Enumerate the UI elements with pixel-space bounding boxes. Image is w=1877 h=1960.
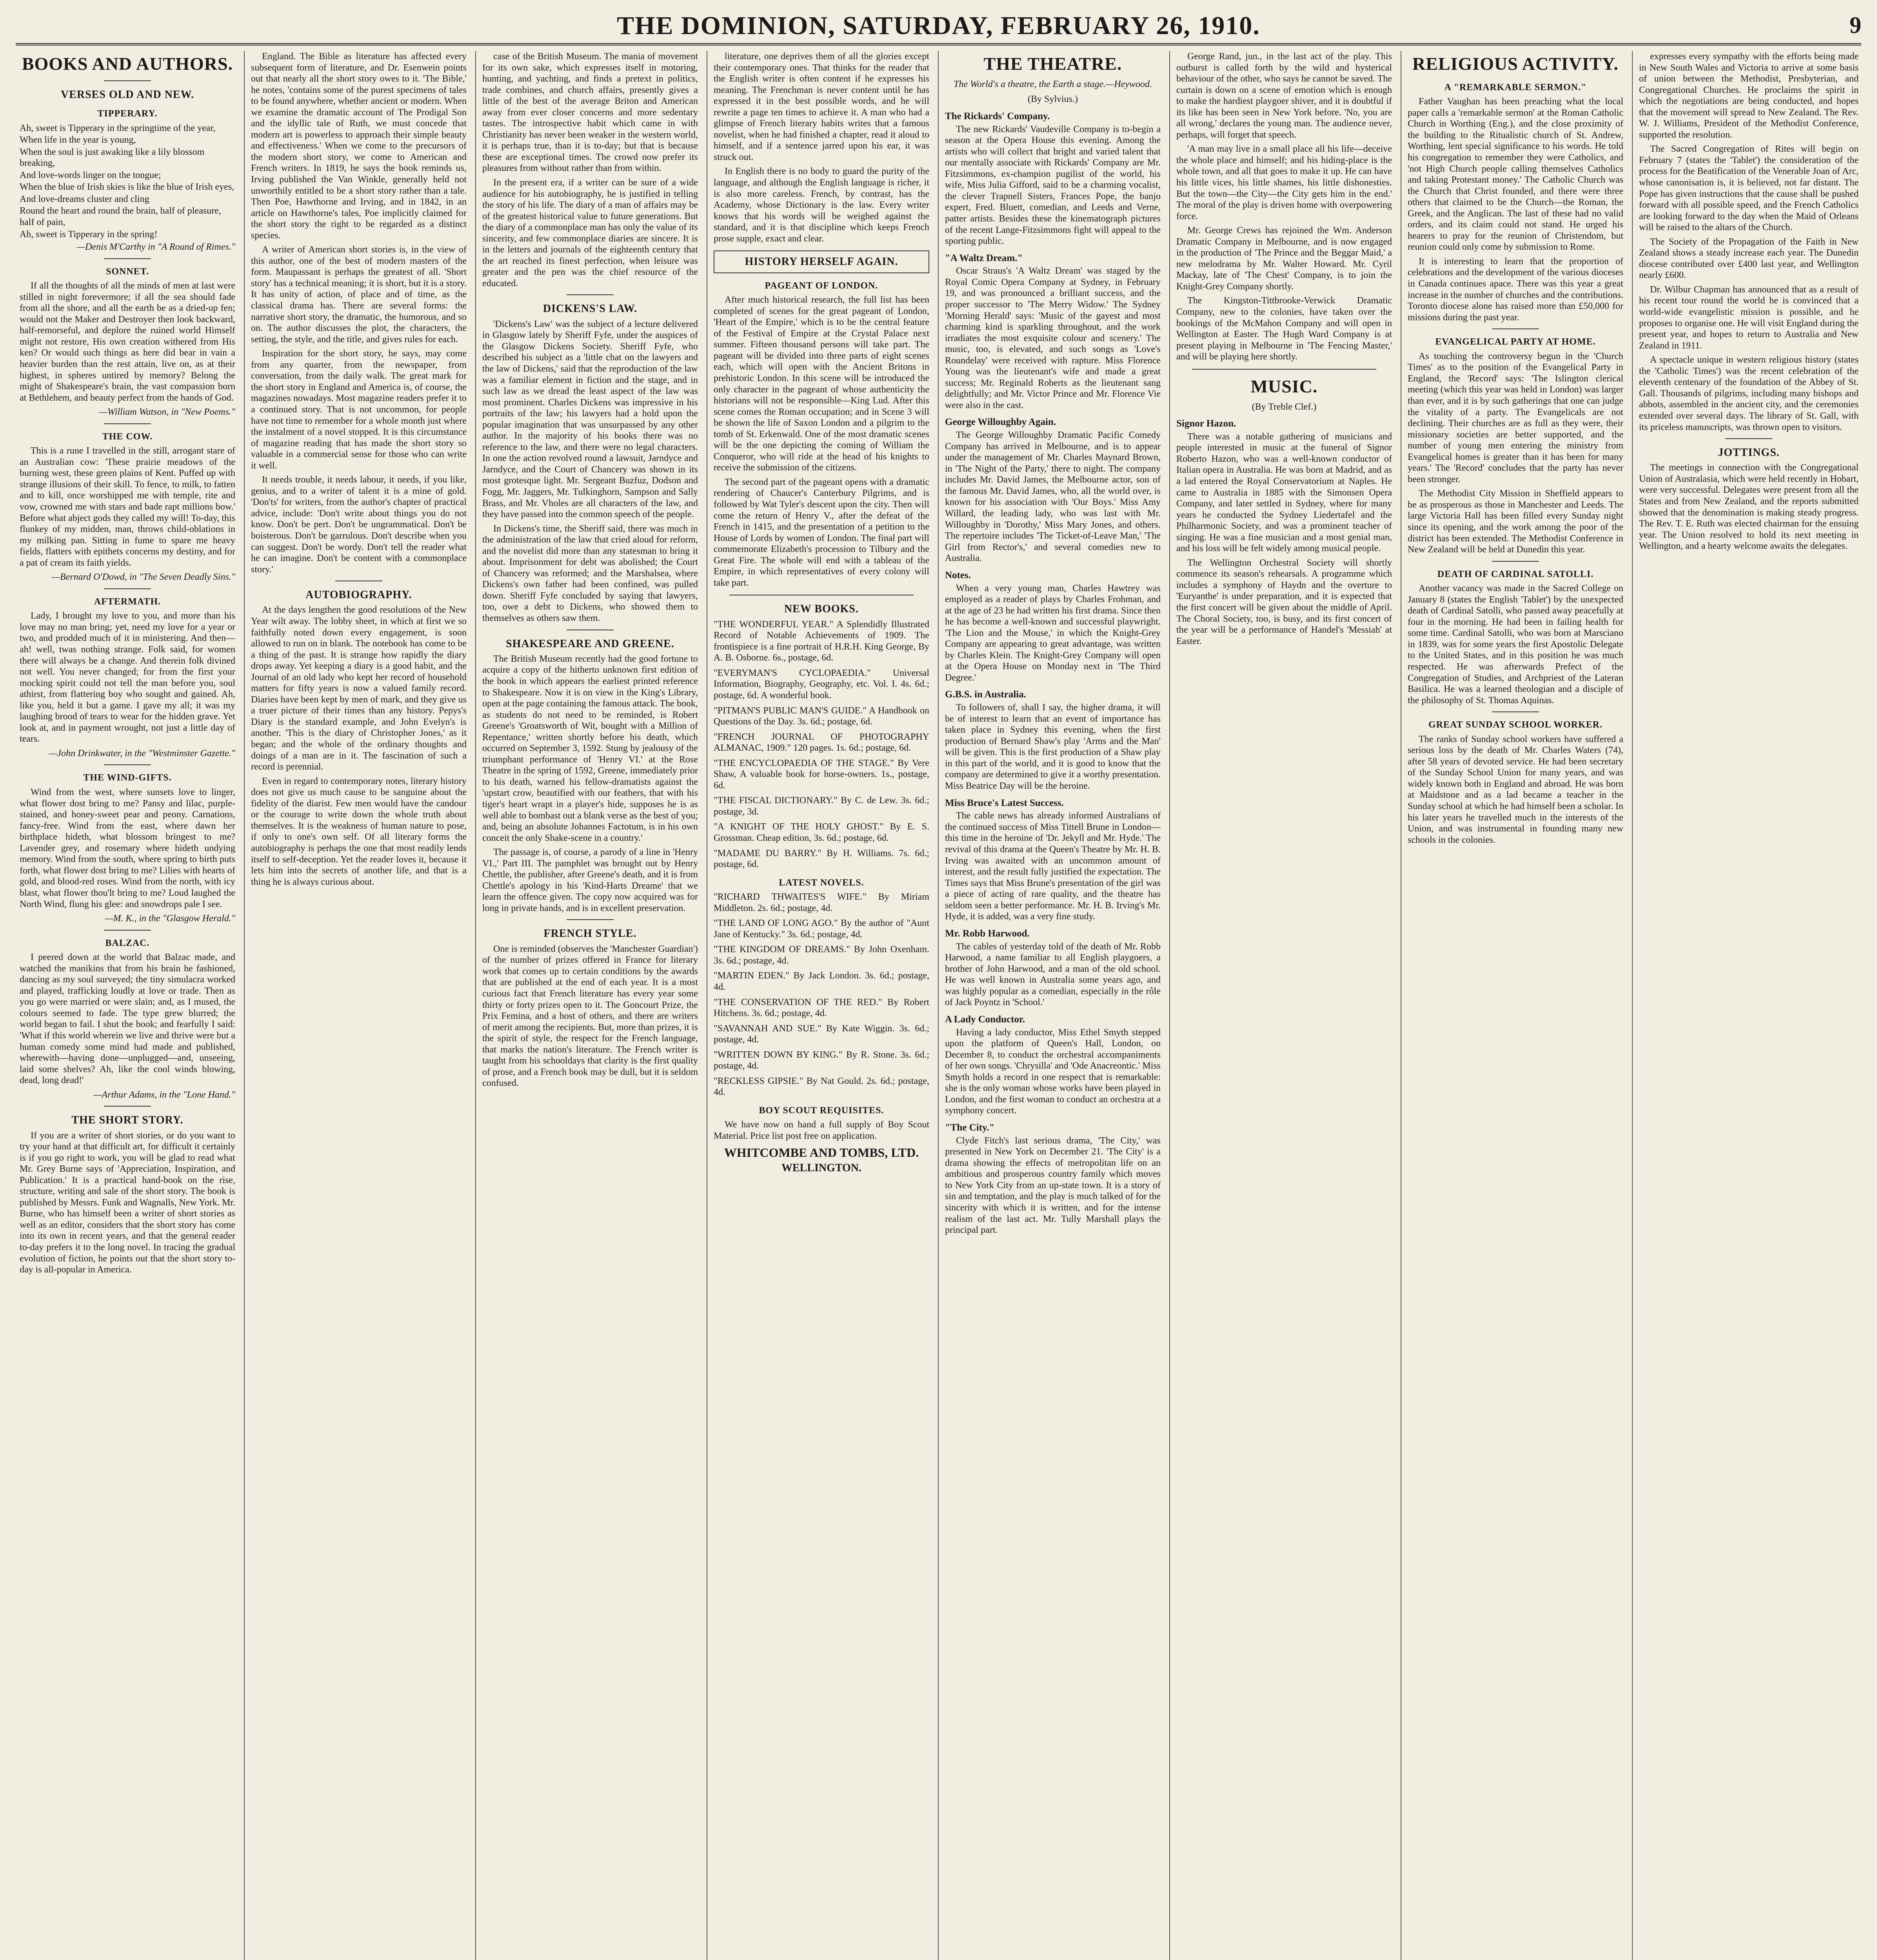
article-text: literature, one deprives them of all the glories except their contemporary ones. That thinks for the reader that the English writer is often content if he expresses his meaning. The Frenchman is never content until he has expressed it in the best possible words, and he will rewrite a page ten times to achieve it. A man who had a glimpse of French literary habits writes that a famous novelist, when he had finished a chapter, read it aloud to himself, and if a sentence jarred upon his ear, it was struck out. [714,51,929,162]
poem-line: And love-words linger on the tongue; [20,170,161,180]
item-heading: Signor Hazon. [1176,418,1236,429]
column-rule [475,51,476,1960]
column-rule [938,51,939,1960]
column-7 [1408,51,1623,1960]
list-item: "RECKLESS GIPSIE." By Nat Gould. 2s. 6d.; postage, 4d. [714,1076,929,1098]
article-text: The cable news has already informed Australians of the continued success of Miss Tittell Brune in London—this time in the heroine of 'Dr. Jekyll and Mr. Hyde.' The revival of this drama at the Queen's Theatre by Mr. H. B. Irving was awaited with an uncommon amount of interest, and the result fully justified the expectation. The Times says that Miss Brune's presentation of the girl was a piece of acting of rare quality, and the theatre has seldom seen a better performance. Mr. H. B. Irving's Mr. Hyde, it is added, was a very fine study. [945,811,1161,922]
theatre-motto: The World's a theatre, the Earth a stage.—Heywood. [954,79,1152,89]
shakespeare-heading: SHAKESPEARE AND GREENE. [506,637,674,650]
poem-line: When the blue of Irish skies is like the blue of Irish eyes, [20,182,234,192]
article-text: George Rand, jun., in the last act of the play. This outburst is called forth by the wild and hysterical behaviour of the other, who says he cannot be saved. The curtain is down on a scene of emotion which is enough to make the hardiest playgoer shiver, and it is doubtful if its like has been seen in New York before. 'No, you are all wrong,' declares the young man. The audience never, perhaps, will forget that speech. [1176,51,1392,140]
article-text: A writer of American short stories is, in the view of this author, one of the best of modern masters of the form. Maupassant is perhaps the greatest of all. 'Short story' has a technical meaning; it is short, but it is a story. It has unity of action, of place and of time, as the classical drama has. There are several forms: the narrative short story, the dramatic, the humorous, and so on. The author discusses the plot, the characters, the setting, the style, and the title, and gives rules for each. [251,245,467,345]
poem-text: This is a rune I travelled in the still, arrogant stare of an Australian cow: 'These prairie meadows of the burning west, these green plains of Kent. Puffed up with strange illusions of their skill. To fence, to milk, to fatten and to kill, once worshipped me with temple, rite and vow, crowned me with stars and bade rapt millions bow.' Before what abject gods they called my will! To-day, this flunkey of my midden, man, throws child-oblations in my milking pan. Sitting in fume to spare me heavy fields, flatters with epithets concerns my destiny, and for a pat of cream its faith yields. [20,446,235,568]
poem-title: SONNET. [106,266,149,277]
boy-scout-heading: BOY SCOUT REQUISITES. [759,1105,884,1116]
article-text: As touching the controversy begun in the 'Church Times' as to the position of the Evangelical Party in England, the 'Record' says: 'The Islington clerical meeting (which this year was held in London) was larger than ever, and it is by such gatherings that one can judge the vitality of a party. The Evangelicals are not declining. Their churches are as full as they were, their missionary societies are better supported, and the number of young men entering the ministry from Evangelical homes is greater than it has been for many years.' The 'Record' concludes that the party has never been stronger. [1408,351,1623,485]
music-byline: (By Treble Clef.) [1252,401,1317,412]
item-heading: The Rickards' Company. [945,111,1050,122]
poem-title: AFTERMATH. [94,596,161,607]
poem-line: When the soul is just awaking like a lily blossom breaking, [20,147,205,169]
article-text: The Methodist City Mission in Sheffield appears to be as prosperous as those in Manchester and Leeds. The large Victoria Hall has been filled every Sunday night since its opening, and the work among the poor of the district has been extended. The Methodist Conference in New Zealand will be held at Dunedin this year. [1408,488,1623,555]
column-3 [482,51,698,1960]
article-text: expresses every sympathy with the efforts being made in New South Wales and Victoria to arrive at some basis of union between the Methodist, Presbyterian, and Congregational Churches. He proclaims the spirit in which the negotiations are being conducted, and hopes that the movement will spread to New Zealand. The Rev. W. J. Williams, President of the Methodist Conference, supported the resolution. [1639,51,1859,140]
article-text: England. The Bible as literature has affected every subsequent form of literature, and Dr. Esenwein points out that nearly all the short story owes to it. 'The Bible,' he notes, 'contains some of the purest specimens of tales to be found anywhere, whether ancient or modern. When we examine the dramatic account of The Prodigal Son and the idyllic tale of Ruth, we must concede that modern art is powerless to approach their simple beauty and effectiveness.' When we come to the precursors of the modern short story, we come to American and French writers. In 1819, he says the book reminds us, Irving published the Van Winkle, generally held not unworthily entitled to be a short story rather than a tale. Then Poe, Hawthorne and Irving, and in 1842, in an article on Hawthorne's tales, Poe implicitly claimed for the short story the right to be regarded as a distinct species. [251,51,467,241]
article-text: The Sacred Congregation of Rites will begin on February 7 (states the 'Tablet') the consideration of the process for the Beatification of the Venerable Joan of Arc, whose canonisation is, it is believed, not far distant. The Pope has given instructions that the cause shall be pushed forward with all possible speed, and the French Catholics are looking forward to the day when the Maid of Orleans will be raised to the altars of the Church. [1639,144,1859,233]
article-text: In English there is no body to guard the purity of the language, and although the English language is richer, it is also more careless. French, by contrast, has the Academy, whose Dictionary is the law. Every writer knows that his words will be weighed against the standard, and it is that discipline which keeps French prose supple, exact and clear. [714,166,929,244]
item-heading: A Lady Conductor. [945,1014,1025,1025]
list-item: "MADAME DU BARRY." By H. Williams. 7s. 6d.; postage, 6d. [714,848,929,870]
column-6 [1176,51,1392,1960]
divider [1725,438,1772,439]
masthead [16,8,1861,45]
music-heading: MUSIC. [1250,376,1318,396]
verses-heading: VERSES OLD AND NEW. [60,88,194,101]
poem-text: If all the thoughts of all the minds of men at last were stilled in night forevermore; if all the sea should fade from all the shore, and all the earth be as a dried-up fen; would not the Maker and Destroyer then look backward, half-remorseful, and deplore the ruined world Himself might not restore, His own creation withered from His ken? Or would such things as here did bear in vain a heavier burden than the rest attain, live on, as at their highest, in spheres untired by memory? Belong the might of Shakespeare's brain, the vast compassion born at Bethlehem, and beauty perfect from the hands of God. [20,281,235,403]
list-item: "WRITTEN DOWN BY KING." By R. Stone. 3s. 6d.; postage, 4d. [714,1049,929,1071]
poem-title: THE COW. [102,431,153,442]
poem-text: Lady, I brought my love to you, and more than his love may no man bring; yet, need my love for a year or two, and prodded much of it in ministering. And then—ah! well, twas nothing strange. Folk said, for women there will always be a change. And therein folk divined not well. You never changed; for from the first your mocking spirit could not tell the man before you, soul athirst, from flattering boy who sought and gained. Ah, like you, held it but a game. I gave my all; it was my laughing brood of tears to wear for the hidden grave. Yet look at, and in payment wrought, not just a little day of tears. [20,611,235,744]
column-4 [714,51,929,1960]
list-item: "THE LAND OF LONG AGO." By the author of "Aunt Jane of Kentucky." 3s. 6d.; postage, 4d. [714,918,929,940]
poem-title: THE WIND-GIFTS. [83,773,172,783]
item-heading: George Willoughby Again. [945,417,1056,428]
list-item: "PITMAN'S PUBLIC MAN'S GUIDE." A Handbook on Questions of the Day. 3s. 6d.; postage, 6d. [714,705,929,727]
sub-heading: GREAT SUNDAY SCHOOL WORKER. [1428,720,1603,730]
article-text: The second part of the pageant opens with a dramatic rendering of Chaucer's Canterbury Pilgrims, and is followed by Wat Tyler's descent upon the city. Then will come the return of Henry V., after the defeat of the French in 1415, and the presentation of a petition to the House of Lords by women of London. The final part will commemorate Elizabeth's procession to Tilbury and the Great Fire. The whole will end with a tableau of the Empire, in which representatives of every colony will take part. [714,477,929,588]
french-style-heading: FRENCH STYLE. [543,927,637,940]
article-text: If you are a writer of short stories, or do you want to try your hand at that difficult art, for difficult it certainly is if you go right to work, you will be glad to read what Mr. Grey Burne says of 'Appreciation, Inspiration, and Publication.' It is a practical hand-book on the rise, structure, writing and sale of the short story. The book is published by Messrs. Funk and Wagnalls, New York. Mr. Burne, who has himself been a writer of short stories as well as an editor, considers that the short story has come into its own in recent years, and that the general reader to-day prefers it to the long novel. In tracing the gradual evolution of fiction, he points out that the short story to-day is all-popular in America. [20,1130,235,1275]
poem-attribution: —Denis M'Carthy in "A Round of Rimes." [76,242,235,252]
history-box [714,250,929,273]
sub-heading: A "REMARKABLE SERMON." [1444,82,1587,93]
article-text: Father Vaughan has been preaching what the local paper calls a 'remarkable sermon' at the Roman Catholic Church in Worthing (Eng.), and the close proximity of the building to the Ritualistic church of St. Andrew, Worthing, lent special significance to his words. He told his congregation to remember they were Catholics, and 'not High Church people calling themselves Catholics and taking Protestant money.' The Catholic Church was the Church that Christ founded, and there were three others that claimed to be the Church—the Roman, the Greek, and the Anglican. The last of these had no valid orders, and its claim could not stand. He urged his hearers to pray for the reunion of Christendom, but reunion could only come by submission to Rome. [1408,96,1623,252]
poem-line: When life in the year is young, [20,135,136,145]
article-text: A spectacle unique in western religious history (states the 'Catholic Times') was the recent celebration of the eleventh centenary of the foundation of the Abbey of St. Gall. Thousands of pilgrims, including many bishops and abbots, assembled in the ancient city, and the ceremonies extended over several days. The library of St. Gall, with its priceless manuscripts, was thrown open to visitors. [1639,355,1859,432]
article-text: It is interesting to learn that the proportion of celebrations and the development of the various dioceses in Canada continues apace. There was this year a great increase in the number of churches and the contributions. Toronto diocese alone has raised more than £50,000 for missions during the past year. [1408,256,1623,323]
column-1 [20,51,235,1960]
item-heading: "A Waltz Dream." [945,252,1023,263]
column-2 [251,51,467,1960]
list-item: "RICHARD THWAITES'S WIFE." By Miriam Middleton. 2s. 6d.; postage, 4d. [714,892,929,913]
article-text: In Dickens's time, the Sheriff said, there was much in the administration of the law that cried aloud for reform, and the novelist did more than any statesman to bring it about. Imprisonment for debt was abolished; the Court of Chancery was reformed; and the Marshalsea, where Dickens's own father had been confined, was pulled down. Sheriff Fyfe concluded by saying that lawyers, too, owe a debt to Dickens, who showed them to themselves as others saw them. [482,523,698,624]
item-heading: G.B.S. in Australia. [945,689,1026,700]
page-number: 9 [1850,12,1861,38]
advertiser-name: WHITCOMBE AND TOMBS, LTD. [724,1145,919,1160]
article-text: The meetings in connection with the Congregational Union of Australasia, which were held recently in Hobart, were very successful. Delegates were present from all the States and from New Zealand, and the reports submitted showed that the denomination is making steady progress. The Rev. T. E. Ruth was elected chairman for the ensuing year. The Union resolved to hold its next meeting in Wellington, and a hearty welcome awaits the delegates. [1639,463,1859,552]
list-item: "THE WONDERFUL YEAR." A Splendidly Illustrated Record of Notable Achievements of 1909. The frontispiece is a fine portrait of H.R.H. King George, By A. B. Osborne. 6s., postage, 6d. [714,619,929,663]
article-text: In the present era, if a writer can be sure of a wide audience for his autobiography, he is justified in telling the story of his life. The diary of a man of affairs may be of the greatest historical value to future generations. But the diary of a commonplace man has only the value of its sincerity, and few commonplace diaries are sincere. It is in the letters and journals of the eighteenth century that the art reached its finest perfection, when leisure was greater and the pen was the chief resource of the educated. [482,178,698,289]
article-text: The British Museum recently had the good fortune to acquire a copy of the hitherto unknown first edition of the book in which appears the earliest printed reference to Shakespeare. Now it is on view in the King's Library, open at the page containing the famous attack. The book, as students do not need to be reminded, is Robert Greene's 'Groatsworth of Wit, bought with a Million of Repentance,' written shortly before his death, which occurred on September 3, 1592. Stung by jealousy of the triumphant performance of 'Henry VI.' at the Rose Theatre in the spring of 1592, Greene, immediately prior to his death, warned his fellow-dramatists against the 'upstart crow, beautified with our feathers, that with his tiger's heart wrapt in a player's hide, supposes he is as well able to bombast out a blank verse as the best of you; and, being an absolute Johannes Factotum, is in his own conceit the only Shake-scene in a country.' [482,653,698,843]
column-8 [1639,51,1859,1960]
column-rule [1632,51,1633,1960]
article-text: case of the British Museum. The mania of movement for its own sake, which expresses itself in motoring, hunting, and yachting, and finds a pretext in politics, trade combines, and church affairs, presently gives a little of the best of the average Briton and American away from ever closer concerns and more sedentary tastes. The introspective habit which came in with Christianity has never been weaker in the western world, it is perhaps true, than it is to-day; but that is because these are exceptional times. The crowd now prefer its pleasures from without rather than from within. [482,51,698,174]
column-5 [945,51,1161,1960]
item-heading: Mr. Robb Harwood. [945,928,1030,939]
poem-attribution: —Arthur Adams, in the "Lone Hand." [93,1089,235,1100]
masthead-title: THE DOMINION, SATURDAY, FEBRUARY 26, 1910. [617,11,1260,40]
article-text: To followers of, shall I say, the higher drama, it will be of interest to learn that an event of importance has taken place in Sydney this evening, when the first production of Bernard Shaw's play 'Arms and the Man' will be given. This is the first production of a Shaw play in this part of the world, and it is good to know that the company are determined to give it a worthy presentation. Miss Beatrice Day will be the heroine. [945,702,1161,791]
article-text: Another vacancy was made in the Sacred College on January 8 (states the English 'Tablet') by the unexpected death of Cardinal Satolli, who passed away peacefully at four in the morning. He had been in failing health for some time. Cardinal Satolli, who was born at Marsciano in 1839, was for some years the first Apostolic Delegate to the United States, and in this position he was much respected. He was afterwards Prefect of the Congregation of Studies, and Archpriest of the Lateran Basilica. He was a learned theologian and a disciple of the philosophy of St. Thomas Aquinas. [1408,583,1623,706]
article-text: 'Dickens's Law' was the subject of a lecture delivered in Glasgow lately by Sheriff Fyfe, under the auspices of the Glasgow Dickens Society. Sheriff Fyfe, who described his subject as a 'little chat on the lawyers and the law of Dickens,' said that the reproduction of the law was a familiar element in fiction and the stage, and in such law as we dread the least aspect of the law was most prominent. Charles Dickens was impressive in his portraits of the law; his lawyers had a hold upon the popular imagination that was unsurpassed by any other author. In the majority of his books there was no reference to the law, and there were no legal characters. In one the action revolved round a lawsuit, Jarndyce and Jarndyce, and the Court of Chancery was shown in its most grotesque light. Mr. Sergeant Buzfuz, Dodson and Fogg, Mr. Jaggers, Mr. Tulkinghorn, Sampson and Sally Brass, and Mr. Vholes are all characters of the law, and they have passed into the common speech of the people. [482,319,698,520]
article-text: 'A man may live in a small place all his life—deceive the whole place and himself; and his hiding-place is the whole town, and all that goes to make it up. He can have his little vices, his little shames, his little dishonesties. But the town—the City—the City gets him in the end.' The moral of the play is driven home with overpowering force. [1176,144,1392,221]
article-text: The ranks of Sunday school workers have suffered a serious loss by the death of Mr. Charles Waters (74), after 58 years of devoted service. He had been secretary of the Sunday School Union for many years, and was widely known both in England and abroad. He was born at Maidstone and as a lad became a teacher in the Sunday school at which he had himself been a scholar. In his later years he travelled much in the interests of the Union, and was instrumental in founding many new schools in the colonies. [1408,734,1623,845]
poem-line: Round the heart and round the brain, half of pleasure, half of pain, [20,206,221,227]
poem-line: Ah, sweet is Tipperary in the spring! [20,229,158,240]
new-books-heading: NEW BOOKS. [784,603,859,615]
poem-tipperary [20,123,235,240]
sub-heading: EVANGELICAL PARTY AT HOME. [1435,337,1596,347]
poem-text: I peered down at the world that Balzac made, and watched the manikins that from his brain he fashioned, dancing as my soul surveyed; the tiny simulacra worked and played, trafficking loudly at love or trade. Then as you go were married or were slain; and, as I mused, the colours seemed to fade. The type grew blurred; the world began to fail. I shut the book; and fearfully I said: 'What if this world wherein we live and thrive were but a human comedy some mind had made and published, wherewith—having done—unplugged—and, unseeing, laid some shelves? Ah, like the cool winds blowing, dead, long dead!' [20,952,235,1086]
divider [104,423,151,424]
list-item: "THE KINGDOM OF DREAMS." By John Oxenham. 3s. 6d.; postage, 4d. [714,944,929,966]
article-text: The new Rickards' Vaudeville Company is to-begin a season at the Opera House this evening. Among the artists who will collect that bright and varied talent that our mentally associate with Rickards' Company are Mr. Fitzsimmons, ex-champion pugilist of the world, his wife, Miss Julia Gifford, said to be a charming vocalist, the clever Trapnell Sisters, Frances Pope, the banjo expert, Fred. Bluett, comedian, and Leeds and Verne, patter artists. Besides these the kinematograph pictures of the recent Lange-Fitzsimmons fight will appeal to the sporting public. [945,124,1161,247]
article-text: The cables of yesterday told of the death of Mr. Robb Harwood, a name familiar to all English playgoers, a brother of John Harwood, and a man of the old school. He was well known in Australia some years ago, and was highly popular as a comedian, especially in the rôle of Jack Poyntz in 'School.' [945,941,1161,1008]
poem-attribution: —Bernard O'Dowd, in "The Seven Deadly Sins." [51,572,235,583]
divider [104,764,151,765]
poem-title: BALZAC. [105,938,150,948]
list-item: "A KNIGHT OF THE HOLY GHOST." By E. S. Grossman. Cheap edition, 3s. 6d.; postage, 6d. [714,822,929,843]
divider [104,588,151,589]
latest-novels-list [714,891,929,1098]
poem-attribution: —M. K., in the "Glasgow Herald." [105,913,235,924]
article-text: When a very young man, Charles Hawtrey was employed as a reader of plays by Charles Frohman, and at the age of 23 he had written his first drama. Since then he has become a well-known and successful playwright. 'The Lion and the Mouse,' in which the Knight-Grey Company are appearing to great advantage, was written by Charles Klein. The Knight-Grey Company will open at the Opera House on Monday next in 'The Third Degree.' [945,583,1161,683]
column-rule [1169,51,1170,1960]
list-item: "THE ENCYCLOPAEDIA OF THE STAGE." By Vere Shaw, A valuable book for horse-owners. 1s., postage, 6d. [714,758,929,791]
autobiography-heading: AUTOBIOGRAPHY. [305,589,412,601]
poem-title: TIPPERARY. [97,109,158,119]
poem-attribution: —William Watson, in "New Poems." [99,407,235,417]
article-text: The Society of the Propagation of the Faith in New Zealand shows a steady increase each year. The Dunedin diocese contributed over £400 last year, and Wellington nearly £600. [1639,236,1859,281]
item-heading: Notes. [945,570,971,581]
short-story-heading: THE SHORT STORY. [71,1114,184,1127]
article-text: Mr. George Crews has rejoined the Wm. Anderson Dramatic Company in Melbourne, and is now engaged in the production of 'The Prince and the Beggar Maid,' a new melodrama by Mr. Walter Howard. Mr. Cyril Mackay, late of 'The Chest' Company, is to join the Knight-Grey Company shortly. [1176,225,1392,292]
column-rule [244,51,245,1960]
divider [567,294,614,295]
article-text: We have now on hand a full supply of Boy Scout Material. Price list post free on application. [714,1120,929,1142]
item-heading: Miss Bruce's Latest Success. [945,797,1064,808]
article-text: Inspiration for the short story, he says, may come from any quarter, from the newspaper, from conversation, from the daily walk. The great mark for the short story in England and America is, of course, the magazines nowadays. Most magazine readers prefer it to a continued story. That is not uncommon, for people have not time to remember for a whole month just where the instalment of a novel stopped. It is this circumstance of magazine reading that has made the short story so valuable in a commercial sense for those who can write it well. [251,348,467,471]
list-item: "MARTIN EDEN." By Jack London. 3s. 6d.; postage, 4d. [714,971,929,992]
article-text: It needs trouble, it needs labour, it needs, if you like, genius, and to a writer of talent it is a mine of gold. 'Don'ts' for writers, from the author's chapter of practical advice, include: 'Don't write about things you do not know. Don't be pert. Don't be ungrammatical. Don't be boisterous. Don't be garrulous. Don't describe when you can suggest. Don't be wordy. Don't tell the reader what he can imagine. Don't be content with a commonplace story.' [251,475,467,575]
poem-line: And love-dreams cluster and cling [20,194,149,204]
religious-activity-heading: RELIGIOUS ACTIVITY. [1412,54,1619,74]
article-text: The Wellington Orchestral Society will shortly commence its season's rehearsals. A programme which includes a symphony of Haydn and the overture to 'Euryanthe' is under preparation, and it is expected that the first concert will be given about the middle of April. The Choral Society, too, is busy, and its first concert of the year will be a performance of Handel's 'Messiah' at Easter. [1176,557,1392,646]
article-text: Dr. Wilbur Chapman has announced that as a result of his recent tour round the world he is convinced that a world-wide evangelistic mission is possible, and he proposes to organise one. He will visit England during the present year, and hopes to return to Australia and New Zealand in 1911. [1639,284,1859,351]
list-item: "THE FISCAL DICTIONARY." By C. de Lew. 3s. 6d.; postage, 3d. [714,795,929,817]
article-text: Clyde Fitch's last serious drama, 'The City,' was presented in New York on December 21. 'The City' is a drama showing the effects of metropolitan life on an ambitious and prosperous country family which moves to New York City from an up-state town. It is a story of sin and temptation, and the play is much talked of for the sincerity with which it is written, and for the intense realism of the last act. Mr. Tully Marshall plays the principal part. [945,1135,1161,1236]
divider [104,80,151,81]
list-item: "FRENCH JOURNAL OF PHOTOGRAPHY ALMANAC, 1909." 120 pages. 1s. 6d.; postage, 6d. [714,731,929,753]
list-item: "SAVANNAH AND SUE." By Kate Wiggin. 3s. 6d.; postage, 4d. [714,1023,929,1045]
divider [1492,711,1539,712]
article-text: Having a lady conductor, Miss Ethel Smyth stepped upon the platform of Queen's Hall, London, on December 8, to conduct the orchestral accompaniments of her own songs. 'Chrysilla' and 'Ode Anacreontic.' Miss Smyth holds a record in one respect that is remarkable: she is the only woman whose works have been played in London, and the first woman to conduct an orchestra at a symphony concert. [945,1027,1161,1116]
article-text: The George Willoughby Dramatic Pacific Comedy Company has arrived in Melbourne, and is to appear under the management of Mr. Charles Maynard Brown, in 'The Night of the Party,' there to night. The company includes Mr. David James, the Melbourne actor, son of the famous Mr. David James, who, all the world over, is known for his association with 'Our Boys.' Miss Amy Willard, the leading lady, who was last with Mr. Willoughby in 'Dorothy,' Miss Mary Jones, and others. The repertoire includes 'The Ticket-of-Leave Man,' 'The Girl from Rector's,' and several comedies new to Australia. [945,430,1161,564]
sub-heading: DEATH OF CARDINAL SATOLLI. [1437,569,1594,579]
poem-line: Ah, sweet is Tipperary in the springtime of the year, [20,123,216,133]
article-text: After much historical research, the full list has been completed of scenes for the great pageant of London, 'Heart of the Empire,' which is to be the central feature of the Festival of Empire at the Crystal Palace next summer. Fifteen thousand persons will take part. The pageant will be divided into three parts of eight scenes each, which will open with the Ancient Britons in prehistoric London. In this scene will be introduced the only character in the pageant of whose authenticity the historians will not be responsible—King Lud. After this scene comes the Roman occupation; and in Scene 3 will be shown the life of Saxon London and a pilgrim to the tomb of St. Erkenwald. One of the most dramatic scenes will be the one depicting the coming of William the Conqueror, who will ride at the head of his knights to receive the submission of the citizens. [714,295,929,473]
poem-attribution: —John Drinkwater, in the "Westminster Gazette." [49,748,235,759]
poem-text: Wind from the west, where sunsets love to linger, what flower dost bring to me? Pansy and lilac, purple-stained, and honey-sweet pear and peony. Carnations, fancy-free. Wind from the east, where dawn her birthplace hideth, what blossom bringest to me? Lavender grey, and rosemary where hideth undying memory. Wind from the south, where spring to birth puts forth, what flower dost bring to me? Lilies with hearts of gold, and blood-red roses. Wind from the north, with icy blast, what flower thou'lt bring to me? Loud laughed the North Wind, flung his glee: and snowdrops pale I see. [20,787,235,909]
divider [1192,369,1376,370]
list-item: "THE CONSERVATION OF THE RED." By Robert Hitchens. 3s. 6d.; postage, 4d. [714,997,929,1019]
article-text: There was a notable gathering of musicians and people interested in music at the funeral of Signor Roberto Hazon, who was a well-known conductor of Italian opera in Australia. He was born at Madrid, and as a lad entered the Royal Conservatorium at Naples. He came to Australia in 1885 with the Simonsen Opera Company, and later settled in Sydney, where for many years he conducted the Sydney Liedertafel and the Philharmonic Society, and was a prominent teacher of singing. He was a fine musician and a most genial man, and his loss will be felt widely among musical people. [1176,431,1392,554]
article-text: Even in regard to contemporary notes, literary history does not give us much cause to be sanguine about the fidelity of the diarist. Few men would have the candour or the courage to write down the whole truth about themselves. It is the weakness of human nature to pose, if only to one's own self. Of all literary forms the autobiography is perhaps the one that most readily lends itself to self-deception. Yet the reader loves it, because it lets him into the secrets of another life, and that is a thing he is always curious about. [251,776,467,887]
history-heading: HISTORY HERSELF AGAIN. [745,256,898,268]
divider [1492,561,1539,562]
article-text: The passage is, of course, a parody of a line in 'Henry VI.,' Part III. The pamphlet was brought out by Henry Chettle, the publisher, after Greene's death, and it is from Chettle's apology in his 'Kind-Harts Dreame' that we learn the offence given. The copy now acquired was for long in private hands, and is in excellent preservation. [482,847,698,913]
divider [104,930,151,931]
latest-novels-heading: LATEST NOVELS. [779,877,864,888]
books-authors-heading: BOOKS AND AUTHORS. [22,54,233,74]
dickens-heading: DICKENS'S LAW. [543,303,638,315]
theatre-byline: (By Sylvius.) [1027,94,1078,105]
divider [104,258,151,259]
article-text: At the days lengthen the good resolutions of the New Year wilt away. The lobby sheet, in which at first we so faithfully noted down every engagement, is soon allowed to run on in blank. The notebook has come to be a thing of the past. It is strange how rapidly the diary drops away. Yet keeping a diary is a good habit, and the Journal of an old lady who kept her record of household matters for fifty years is now a valued family record. Diaries have been kept by men of mark, and they give us a truer picture of their times than any history. Pepys's Diary is the standard example, and John Evelyn's is another. 'This is the diary of Christopher Jones,' as it began; and the whole of the ordinary thoughts and doings of a man are in it. The fascination of such a record is perennial. [251,605,467,772]
article-text: Oscar Straus's 'A Waltz Dream' was staged by the Royal Comic Opera Company at Sydney, in February 19, and was pronounced a brilliant success, and the proper successor to 'The Merry Widow.' The Sydney 'Morning Herald' says: 'Music of the gayest and most charming kind is sparkling throughout, and the work irradiates the most exquisite colour and scenery.' The music, too, is elevated, and such songs as 'Love's Roundelay' were received with rapture. Miss Florence Young was the lieutenant's wife and made a great success; Mr. Reginald Roberts as the lieutenant sang delightfully; and Mr. Victor Prince and Mr. Florence Vie were also in the cast. [945,266,1161,410]
list-item: "EVERYMAN'S CYCLOPAEDIA." Universal Information, Biography, Geography, etc. Vol. I. 4s. 6d.; postage, 6d. A wonderful book. [714,668,929,701]
divider [104,1106,151,1107]
pageant-heading: PAGEANT OF LONDON. [765,280,878,291]
new-books-list [714,619,929,870]
item-heading: "The City." [945,1122,995,1133]
jottings-heading: JOTTINGS. [1718,446,1780,459]
advertiser-city: WELLINGTON. [781,1161,862,1174]
article-text: The Kingston-Tittbrooke-Verwick Dramatic Company, new to the colonies, have taken over the bookings of the McMahon Company and will open in Wellington at Easter. The Hugh Ward Company is at present playing in Melbourne in 'The Fencing Master,' and will be playing here shortly. [1176,296,1392,362]
divider [1492,328,1539,329]
divider [567,919,614,920]
article-text: One is reminded (observes the 'Manchester Guardian') of the number of prizes offered in France for literary work that comes up to certain conditions by the awards that are published at the end of each year. It is a most curious fact that French literature has every year some thirty or forty prizes open to it. The Goncourt Prize, the Prix Femina, and a host of others, and there are writers of merit among the recipients. But, more than prizes, it is the spirit of style, the respect for the French language, that marks the nation's literature. The French writer is taught from his schooldays that clarity is the first quality of prose, and a French book may be dull, but it is seldom confused. [482,944,698,1089]
theatre-heading: THE THEATRE. [983,54,1122,74]
